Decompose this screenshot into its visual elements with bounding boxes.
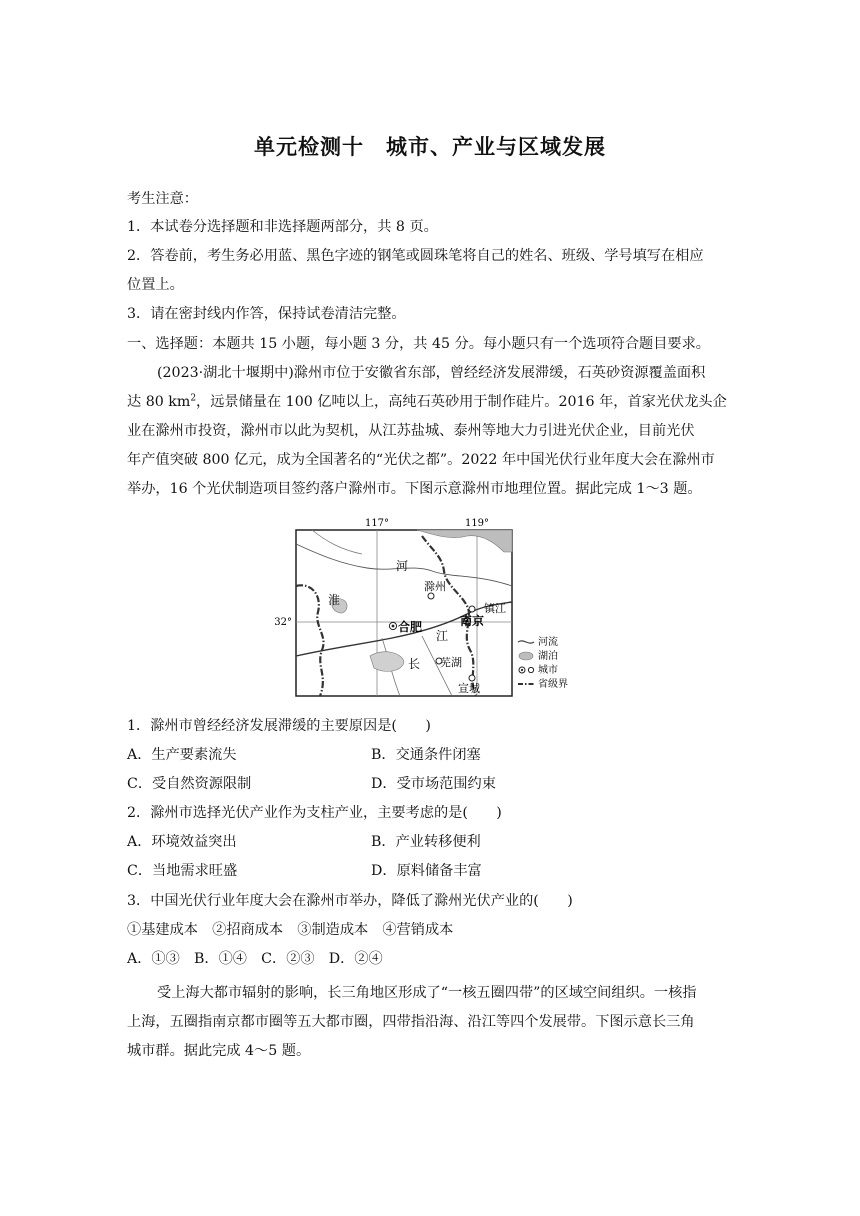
passage1-line: 年产值突破 800 亿元，成为全国著名的“光伏之都”。2022 年中国光伏行业年度大会在滁州市 xyxy=(127,452,715,468)
chuzhou-location-map xyxy=(272,516,592,702)
legend-river-symbol xyxy=(518,641,534,643)
passage2-line: 上海，五圈指南京都市圈等五大都市圈，四带指沿海、沿江等四个发展带。下图示意长三角 xyxy=(127,1014,695,1030)
city-chuzhou xyxy=(428,593,434,599)
option-a: A．环境效益突出 xyxy=(127,834,237,850)
option-a: A．生产要素流失 xyxy=(127,747,237,763)
map-svg xyxy=(272,516,592,702)
question-stem: 2．滁州市选择光伏产业作为支柱产业，主要考虑的是( ) xyxy=(127,805,502,821)
place-label: 宣城 xyxy=(458,682,480,695)
legend-label: 河流 xyxy=(538,637,558,648)
question-sub-items: ①基建成本 ②招商成本 ③制造成本 ④营销成本 xyxy=(127,922,454,938)
place-label: 长 xyxy=(408,657,421,671)
place-label: 镇江 xyxy=(484,602,506,615)
place-label: 合肥 xyxy=(398,620,423,634)
superscript-2: 2 xyxy=(190,393,197,404)
question-stem: 1．滁州市曾经经济发展滞缓的主要原因是( ) xyxy=(127,718,431,734)
legend-label: 城市 xyxy=(538,665,558,676)
notice-item: 2．答卷前，考生务必用蓝、黑色字迹的钢笔或圆珠笔将自己的姓名、班级、学号填写在相应 xyxy=(127,248,704,264)
place-label: 南京 xyxy=(460,614,485,628)
passage1-text: ，远景储量在 100 亿吨以上，高纯石英砂用于制作硅片。2016 年，首家光伏龙头企 xyxy=(196,394,727,410)
legend-label: 湖泊 xyxy=(538,651,558,662)
passage2-line: 受上海大都市辐射的影响，长三角地区形成了“一核五圈四带”的区域空间组织。一核指 xyxy=(157,985,697,1001)
city-hefei-dot xyxy=(392,625,395,628)
place-label: 滁州 xyxy=(424,580,446,593)
place-label: 淮 xyxy=(328,593,341,607)
passage2-line: 城市群。据此完成 4～5 题。 xyxy=(127,1043,311,1059)
option-c: C．当地需求旺盛 xyxy=(127,863,238,879)
lon-label: 119° xyxy=(464,518,490,529)
section-heading: 一、选择题：本题共 15 小题，每小题 3 分，共 45 分。每小题只有一个选项符合题目要求。 xyxy=(127,336,710,352)
passage1-line: (2023·湖北十堰期中)滁州市位于安徽省东部，曾经经济发展滞缓，石英砂资源覆盖面积 xyxy=(157,365,706,381)
option-c: C．受自然资源限制 xyxy=(127,776,252,792)
city-zhenjiang xyxy=(469,606,475,612)
question-options: A．①③ B．①④ C．②③ D．②④ xyxy=(127,951,383,967)
option-d: D．原料储备丰富 xyxy=(371,863,482,879)
passage1-line xyxy=(127,392,737,412)
place-label: 江 xyxy=(436,629,449,643)
notice-heading: 考生注意： xyxy=(127,191,198,207)
legend-lake-symbol xyxy=(519,652,533,660)
map-frame xyxy=(296,530,512,696)
place-label: 河 xyxy=(396,559,409,573)
question-stem: 3．中国光伏行业年度大会在滁州市举办，降低了滁州光伏产业的( ) xyxy=(127,893,573,909)
passage1-text: 达 80 km xyxy=(127,394,191,410)
passage1-line: 举办，16 个光伏制造项目签约落户滁州市。下图示意滁州市地理位置。据此完成 1～3 题。 xyxy=(127,481,702,497)
lat-label: 32° xyxy=(274,617,292,628)
option-d: D．受市场范围约束 xyxy=(371,776,496,792)
notice-item: 3．请在密封线内作答，保持试卷清洁完整。 xyxy=(127,306,406,322)
page-title: 单元检测十 城市、产业与区域发展 xyxy=(254,135,606,159)
passage1-line: 业在滁州市投资，滁州市以此为契机，从江苏盐城、泰州等地大力引进光伏企业，目前光伏 xyxy=(127,423,695,439)
notice-item: 位置上。 xyxy=(127,277,184,293)
legend-label: 省级界 xyxy=(538,679,568,690)
city-xuancheng xyxy=(469,675,475,681)
option-b: B．交通条件闭塞 xyxy=(371,747,481,763)
notice-item: 1．本试卷分选择题和非选择题两部分，共 8 页。 xyxy=(127,219,438,235)
option-b: B．产业转移便利 xyxy=(371,834,481,850)
place-label: 芜湖 xyxy=(440,656,462,669)
lon-label: 117° xyxy=(364,518,390,529)
